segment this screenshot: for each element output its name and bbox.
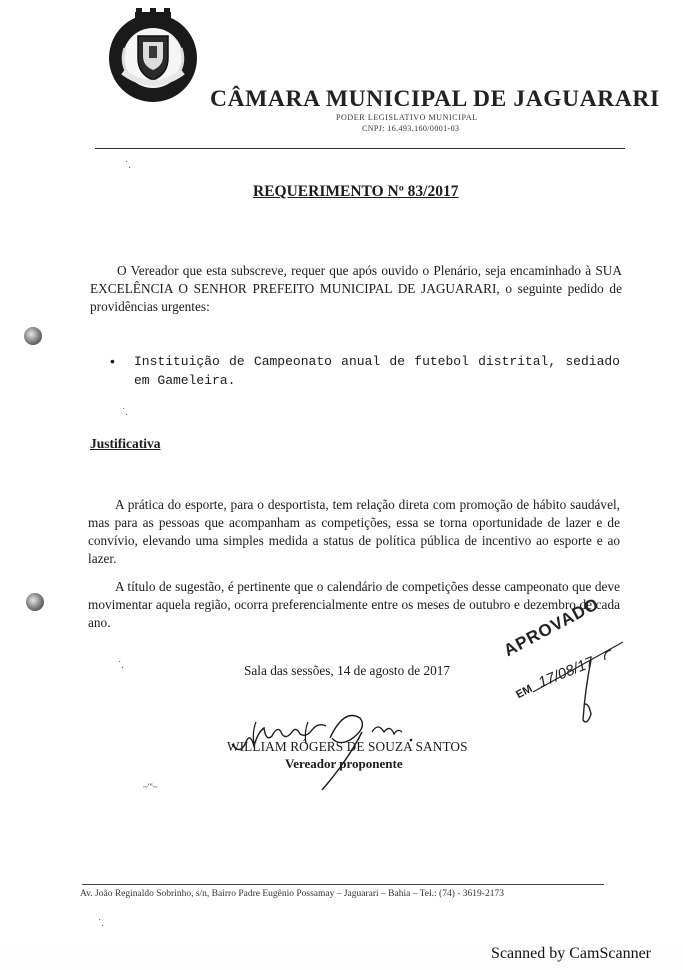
footer-address: Av. João Reginaldo Sobrinho, s/n, Bairro Padre Eugênio Possamay – Jaguarari – Bahia – Tel.: (74) - 3619-2173 bbox=[80, 889, 504, 899]
footer-divider bbox=[82, 884, 604, 885]
header-divider bbox=[95, 148, 625, 149]
punch-hole bbox=[24, 327, 42, 345]
scan-speck: ˙. bbox=[122, 407, 128, 418]
document-title: REQUERIMENTO Nº 83/2017 bbox=[253, 183, 459, 200]
justification-text-2: A título de sugestão, é pertinente que o calendário de competições desse campeonato que deve movimentar aquela região, ocorra preferencialmente entre os meses de outubro e dezembro de cada ano. bbox=[88, 579, 620, 630]
organization-name: CÂMARA MUNICIPAL DE JAGUARARI bbox=[210, 86, 660, 112]
scanner-footer bbox=[0, 945, 683, 970]
scanner-watermark: Scanned by CamScanner bbox=[491, 945, 651, 962]
signer-role: Vereador proponente bbox=[285, 756, 403, 771]
justification-text-1: A prática do esporte, para o desportista, tem relação direta com promoção de hábito saudável, mas para as pessoas que acompanham as competições, essa se torna oportunidade de lazer e de convívio, elevando uma simples medida a status de política pública de incentivo ao esporte e ao lazer. bbox=[88, 497, 620, 566]
scan-speck: ˙. bbox=[118, 660, 124, 671]
intro-paragraph bbox=[90, 262, 622, 316]
organization-subtitle: PODER LEGISLATIVO MUNICIPAL bbox=[336, 113, 478, 122]
scan-speck: ~'''~ bbox=[143, 782, 158, 792]
approval-stamp-label: APROVADO bbox=[500, 594, 603, 661]
justification-paragraph-1 bbox=[88, 496, 620, 568]
scan-speck: ˙. bbox=[98, 918, 104, 929]
punch-hole bbox=[26, 593, 44, 611]
intro-text: O Vereador que esta subscreve, requer que após ouvido o Plenário, seja encaminhado à SUA EXCELÊNCIA O SENHOR PREFEITO MUNICIPAL DE JAGUARARI, o seguinte pedido de providências urgentes: bbox=[90, 263, 622, 314]
municipal-crest-logo bbox=[105, 8, 201, 104]
scan-speck: ˙. bbox=[125, 160, 131, 171]
justification-heading: Justificativa bbox=[90, 436, 161, 451]
approval-stamp-date: 17/08/17 bbox=[535, 653, 597, 692]
request-item: Instituição de Campeonato anual de futebol distrital, sediado em Gameleira. bbox=[134, 354, 620, 388]
approval-stamp-em: EM bbox=[514, 682, 535, 702]
place-and-date: Sala das sessões, 14 de agosto de 2017 bbox=[244, 663, 451, 678]
signer-name: WILLIAM RÓGERS DE SOUZA SANTOS bbox=[227, 739, 468, 754]
organization-cnpj: CNPJ: 16.493.160/0001-03 bbox=[362, 124, 460, 133]
bullet-icon: • bbox=[110, 353, 115, 369]
